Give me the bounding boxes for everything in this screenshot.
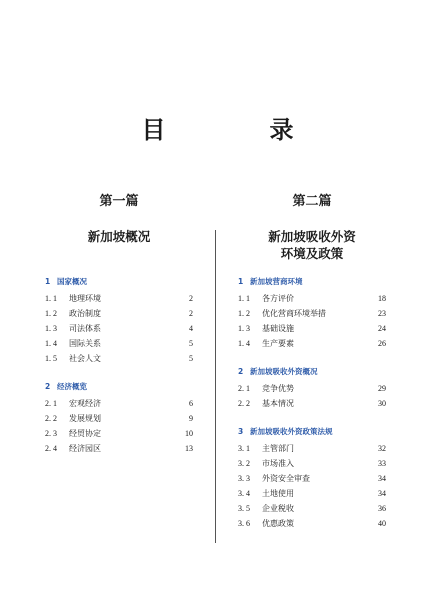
toc-entry[interactable]: 1. 4 国际关系 5: [45, 339, 193, 348]
part-two-subtitle-line: 新加坡吸收外资: [268, 229, 356, 244]
toc-entry[interactable]: 1. 2 政治制度 2: [45, 309, 193, 318]
section-heading: 1 国家概况: [45, 277, 87, 286]
part-two-subtitle: [238, 228, 386, 262]
toc-entry[interactable]: 3. 4 土地使用 34: [238, 489, 386, 498]
toc-entry[interactable]: 1. 5 社会人文 5: [45, 354, 193, 363]
part-two-subtitle-line: 环境及政策: [280, 246, 344, 261]
toc-entry[interactable]: 3. 5 企业税收 36: [238, 504, 386, 513]
part-one-subtitle: [45, 228, 193, 245]
section-2-2: [238, 365, 386, 411]
section-heading: 2 新加坡吸收外资概况: [238, 367, 318, 376]
part-two-title: 第二篇: [292, 194, 332, 209]
toc-entry[interactable]: 1. 4 生产要素 26: [238, 339, 386, 348]
section-1-2: [45, 380, 193, 456]
toc-entry[interactable]: 1. 1 地理环境 2: [45, 294, 193, 303]
toc-entry[interactable]: 2. 3 经贸协定 10: [45, 429, 193, 438]
toc-entry[interactable]: 1. 1 各方评价 18: [238, 294, 386, 303]
section-heading: 2 经济概览: [45, 382, 87, 391]
section-2-3: [238, 425, 386, 531]
toc-entry[interactable]: 3. 6 优惠政策 40: [238, 519, 386, 528]
toc-entry[interactable]: 2. 1 竞争优势 29: [238, 384, 386, 393]
toc-entry[interactable]: 3. 2 市场准入 33: [238, 459, 386, 468]
toc-entry[interactable]: 1. 2 优化营商环境举措 23: [238, 309, 386, 318]
section-heading: 3 新加坡吸收外资政策法规: [238, 427, 333, 436]
toc-entry[interactable]: 1. 3 基础设施 24: [238, 324, 386, 333]
section-heading: 1 新加坡营商环境: [238, 277, 303, 286]
toc-entry[interactable]: 2. 2 发展规划 9: [45, 414, 193, 423]
toc-entry[interactable]: 1. 3 司法体系 4: [45, 324, 193, 333]
section-1-1: [45, 275, 193, 366]
toc-entry[interactable]: 2. 4 经济园区 13: [45, 444, 193, 453]
toc-entry[interactable]: 2. 1 宏观经济 6: [45, 399, 193, 408]
column-divider: [215, 230, 216, 543]
section-2-1: [238, 275, 386, 351]
toc-entry[interactable]: 2. 2 基本情况 30: [238, 399, 386, 408]
toc-entry[interactable]: 3. 3 外资安全审查 34: [238, 474, 386, 483]
part-one-column: [45, 192, 193, 456]
part-one-title: 第一篇: [99, 194, 139, 209]
toc-entry[interactable]: 3. 1 主管部门 32: [238, 444, 386, 453]
part-one-subtitle-line: 新加坡概况: [87, 229, 151, 244]
page-title: 目 录: [141, 115, 334, 144]
part-two-column: [238, 192, 386, 531]
